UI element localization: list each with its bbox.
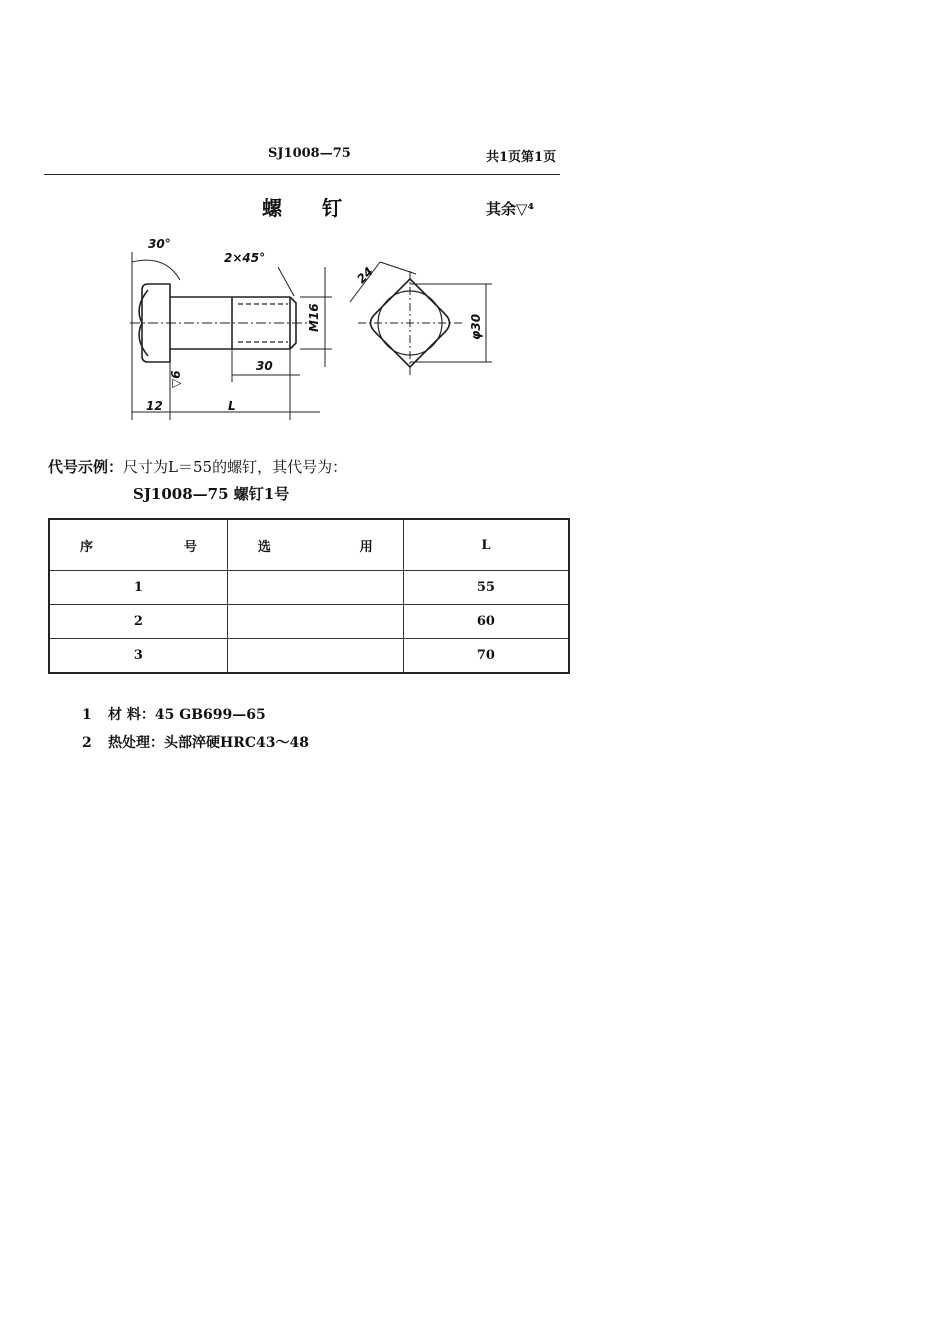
dim-angle-label: 30°	[148, 237, 171, 251]
table-row	[49, 571, 569, 605]
cell-seq: 2	[49, 605, 227, 639]
note-text: 45 GB699—65	[154, 707, 266, 723]
dim-chamfer-label: 2×45°	[224, 251, 266, 265]
header-seq	[49, 519, 227, 571]
page-title: 螺钉	[262, 196, 382, 220]
cell-selection	[227, 605, 403, 639]
designation-example-code: SJ1008—75 螺钉1号	[133, 485, 290, 503]
dim-surface-label: ▽6	[169, 370, 183, 388]
size-table	[48, 518, 570, 674]
page-info: 共1页第1页	[486, 150, 557, 165]
note-label: 热处理：	[108, 735, 164, 751]
note-heat-treatment	[82, 732, 309, 752]
header-seq-char1: 序	[80, 539, 94, 555]
dim-thread-length-label: 30	[256, 359, 273, 373]
table-row	[49, 639, 569, 674]
surface-roughness-note: 其余▽⁴	[486, 200, 535, 218]
cell-selection	[227, 639, 403, 674]
note-text: 头部淬硬HRC43～48	[164, 735, 309, 751]
note-label: 材 料：	[108, 707, 155, 723]
screw-drawing	[110, 232, 500, 427]
dim-diameter-label: φ30	[469, 313, 483, 340]
dim-length-label: L	[228, 399, 236, 413]
header-sel-char2: 用	[359, 539, 373, 555]
header-seq-char2: 号	[183, 539, 197, 555]
dim-square-label: 24	[354, 264, 376, 287]
header-sel-char1: 选	[257, 539, 271, 555]
standard-code: SJ1008—75	[268, 146, 351, 161]
cell-length: 70	[403, 639, 569, 674]
cell-seq: 3	[49, 639, 227, 674]
dim-head-thickness-label: 12	[146, 399, 163, 413]
designation-example	[48, 456, 347, 477]
designation-example-text: 尺寸为L＝55的螺钉，其代号为：	[123, 458, 348, 476]
note-material	[82, 704, 266, 724]
header-divider	[44, 174, 560, 175]
cell-seq: 1	[49, 571, 227, 605]
cell-length: 55	[403, 571, 569, 605]
dim-thread-label: M16	[307, 303, 321, 332]
header-selection	[227, 519, 403, 571]
note-number: 1	[82, 707, 92, 723]
table-header-row	[49, 519, 569, 571]
header-length: L	[403, 519, 569, 571]
designation-example-label: 代号示例：	[48, 458, 124, 476]
cell-selection	[227, 571, 403, 605]
cell-length: 60	[403, 605, 569, 639]
table-row	[49, 605, 569, 639]
note-number: 2	[82, 735, 92, 751]
